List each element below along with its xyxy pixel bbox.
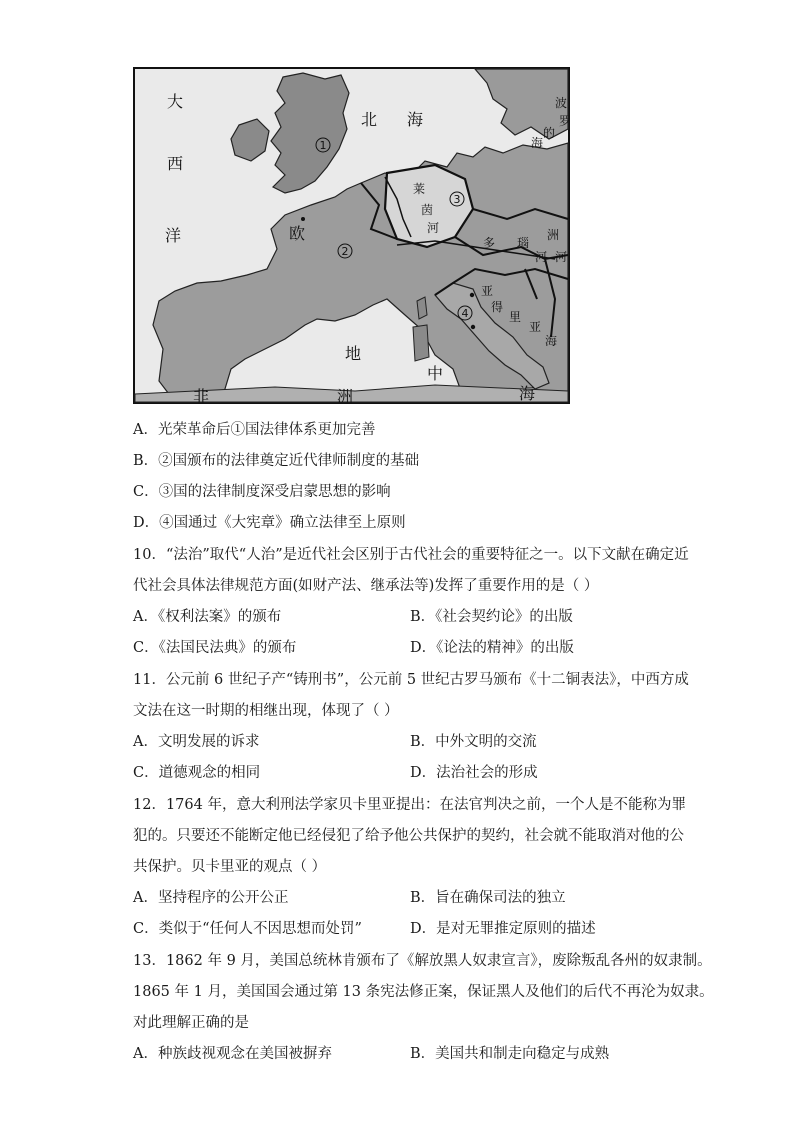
map-label-zhong: 中	[427, 364, 444, 383]
q10-option-d: D．《论法的精神》的出版	[410, 640, 574, 656]
q11-option-c: C．道德观念的相同	[133, 765, 261, 781]
q12-stem-line1: 12．1764 年，意大利刑法学家贝卡里亚提出：在法官判决之前，一个人是不能称为罪	[133, 797, 686, 813]
q11-option-a: A．文明发展的诉求	[133, 734, 260, 750]
q11-option-d: D．法治社会的形成	[410, 765, 538, 781]
svg-text:4: 4	[461, 307, 469, 320]
map-label-bo: 波	[555, 96, 568, 110]
q12-option-a: A．坚持程序的公开公正	[133, 890, 289, 906]
q11-stem-line1: 11．公元前 6 世纪子产“铸刑书”，公元前 5 世纪古罗马颁布《十二铜表法》，中西方成	[133, 672, 689, 688]
q9-option-a: A．光荣革命后①国法律体系更加完善	[133, 422, 376, 438]
map-label-di: 地	[345, 344, 362, 363]
q9-option-b: B．②国颁布的法律奠定近代律师制度的基础	[133, 453, 420, 469]
map-label-de: 的	[543, 126, 556, 140]
city-dot	[301, 217, 305, 221]
q12-option-d: D．是对无罪推定原则的描述	[410, 921, 596, 937]
q10-stem-line1: 10．“法治”取代“人治”是近代社会区别于古代社会的重要特征之一。以下文献在确定近	[133, 547, 689, 563]
map-label-lai: 莱	[413, 182, 426, 196]
city-dot	[471, 325, 475, 329]
map-label-nao: 瑙	[517, 236, 530, 250]
map-label-xi: 西	[167, 154, 184, 173]
map-label-yin: 茵	[421, 203, 434, 217]
map-label-li: 里	[509, 310, 522, 324]
map-label-ya1: 亚	[481, 284, 494, 298]
q12-option-b: B．旨在确保司法的独立	[410, 890, 566, 906]
map-label-he-r: 河	[427, 221, 440, 235]
q10-stem-line2: 代社会具体法律规范方面(如财产法、继承法等)发挥了重要作用的是（ ）	[133, 578, 599, 594]
map-label-duo: 多	[483, 236, 496, 250]
q10-option-a: A．《权利法案》的颁布	[133, 609, 282, 625]
map-label-hai-a: 海	[545, 334, 558, 348]
map-label-yang: 洋	[165, 226, 182, 245]
q13-option-b: B．美国共和制走向稳定与成熟	[410, 1046, 610, 1062]
map-label-bei: 北	[361, 110, 378, 129]
q11-option-b: B．中外文明的交流	[410, 734, 537, 750]
svg-text:2: 2	[341, 245, 349, 258]
map-label-zhou-e: 洲	[547, 228, 560, 242]
map-label-de2: 得	[491, 300, 504, 314]
q12-stem-line2: 犯的。只要还不能断定他已经侵犯了给予他公共保护的契约，社会就不能取消对他的公	[133, 828, 684, 844]
q13-stem-line2: 1865 年 1 月，美国国会通过第 13 条宪法修正案，保证黑人及他们的后代不再沦为奴隶。	[133, 984, 714, 1000]
map-label-luo: 罗	[559, 114, 572, 128]
sardinia-island	[413, 325, 429, 361]
q12-option-c: C．类似于“任何人不因思想而处罚”	[133, 921, 362, 937]
map-label-fei: 非	[193, 387, 210, 406]
corsica-island	[417, 297, 427, 319]
map-label-hai-b: 海	[531, 136, 544, 150]
q9-option-d: D．④国通过《大宪章》确立法律至上原则	[133, 515, 406, 531]
city-dot	[470, 293, 474, 297]
q13-stem-line3: 对此理解正确的是	[133, 1015, 249, 1031]
map-label-he-e: 河	[555, 250, 568, 264]
q13-option-a: A．种族歧视观念在美国被摒弃	[133, 1046, 332, 1062]
map-label-da: 大	[167, 92, 184, 111]
map-label-ou: 欧	[289, 224, 306, 243]
map-label-hai-n: 海	[407, 110, 424, 129]
europe-map	[133, 67, 570, 404]
q10-option-c: C．《法国民法典》的颁布	[133, 640, 297, 656]
q13-stem-line1: 13．1862 年 9 月，美国总统林肯颁布了《解放黑人奴隶宣言》，废除叛乱各州的奴隶制。	[133, 953, 712, 969]
map-label-zhou-a: 洲	[337, 387, 354, 406]
q12-stem-line3: 共保护。贝卡里亚的观点（ ）	[133, 859, 327, 875]
svg-text:1: 1	[319, 139, 327, 152]
map-label-ya2: 亚	[529, 320, 542, 334]
q11-stem-line2: 文法在这一时期的相继出现，体现了（ ）	[133, 703, 399, 719]
q10-option-b: B．《社会契约论》的出版	[410, 609, 573, 625]
map-label-he-d: 河	[535, 250, 548, 264]
q9-option-c: C．③国的法律制度深受启蒙思想的影响	[133, 484, 391, 500]
map-label-hai-m: 海	[519, 384, 536, 403]
svg-text:3: 3	[453, 193, 461, 206]
